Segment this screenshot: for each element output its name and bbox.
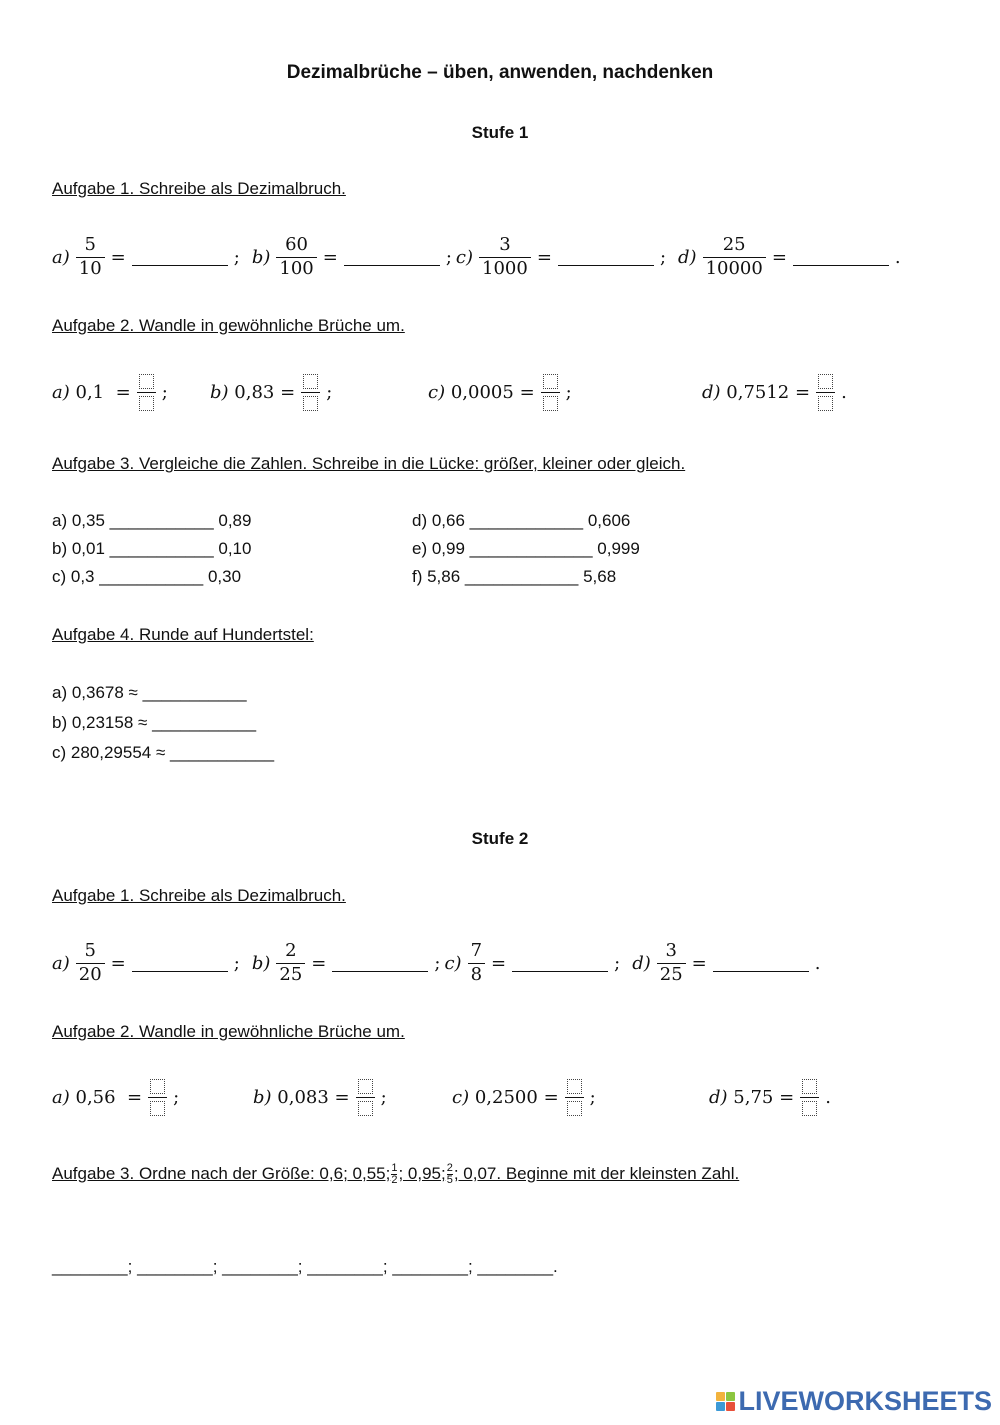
logo-square-yellow: [716, 1392, 725, 1401]
fraction: [276, 942, 305, 985]
s2-task2-item-c: [452, 1078, 596, 1117]
compare-item[interactable]: b) 0,01 ___________ 0,10: [52, 539, 252, 558]
s1-task2-title: Aufgabe 2. Wandle in gewöhnliche Brüche um.: [52, 316, 405, 335]
answer-blank[interactable]: [793, 264, 889, 266]
page-title: Dezimalbrüche – üben, anwenden, nachdenken: [286, 62, 714, 83]
separator: .: [894, 246, 901, 268]
decimal-value: 5,75: [733, 1087, 774, 1108]
decimal-value: 0,7512: [726, 382, 790, 403]
numerator: 2: [285, 940, 297, 961]
decimal-value: 0,0005: [450, 382, 514, 403]
denominator: 25: [657, 963, 686, 985]
s2-task2-item-d: [709, 1078, 831, 1117]
s1-task2-item-c: [428, 373, 572, 412]
s2-task2-item-a: [52, 1078, 179, 1117]
empty-fraction[interactable]: [148, 1078, 167, 1117]
answer-blank[interactable]: [132, 970, 228, 972]
compare-item[interactable]: e) 0,99 _____________ 0,999: [412, 539, 640, 558]
equals-sign: =: [127, 1087, 143, 1108]
s2-task2-item-b: [253, 1078, 387, 1117]
task3-prefix: Aufgabe 3. Ordne nach der Größe: 0,6; 0,55;: [52, 1163, 391, 1183]
empty-fraction[interactable]: [816, 373, 835, 412]
round-item[interactable]: b) 0,23158 ≈ ___________: [52, 713, 257, 732]
compare-item[interactable]: a) 0,35 ___________ 0,89: [52, 511, 252, 530]
task3-suffix: ; 0,07. Beginne mit der kleinsten Zahl.: [453, 1163, 740, 1183]
answer-blank[interactable]: [332, 970, 428, 972]
denominator-box[interactable]: [543, 396, 558, 411]
denominator: 1000: [479, 257, 531, 279]
empty-fraction[interactable]: [800, 1078, 819, 1117]
item-label: b): [251, 246, 271, 268]
logo-square-red: [726, 1402, 735, 1411]
empty-fraction[interactable]: [541, 373, 560, 412]
denominator-box[interactable]: [567, 1101, 582, 1116]
equals-sign: =: [115, 382, 131, 403]
s1-task3-title: Aufgabe 3. Vergleiche die Zahlen. Schreibe in die Lücke: größer, kleiner oder gleich.: [52, 454, 686, 473]
order-answer-line[interactable]: ________; ________; ________; ________; ________; ________.: [52, 1257, 558, 1276]
fraction-half: [391, 1163, 397, 1186]
answer-blank[interactable]: [132, 264, 228, 266]
equals-sign: =: [110, 952, 126, 974]
numerator-box[interactable]: [543, 374, 558, 389]
numerator-box[interactable]: [802, 1079, 817, 1094]
numerator-box[interactable]: [139, 374, 154, 389]
item-label: c): [428, 382, 446, 403]
separator: ;: [434, 952, 441, 974]
separator: .: [825, 1087, 831, 1108]
separator: ;: [614, 952, 621, 974]
equals-sign: =: [543, 1087, 559, 1108]
item-label: c): [444, 952, 462, 974]
equals-sign: =: [779, 1087, 795, 1108]
fraction: [468, 942, 485, 985]
empty-fraction[interactable]: [565, 1078, 584, 1117]
round-item[interactable]: c) 280,29554 ≈ ___________: [52, 743, 275, 762]
numerator-box[interactable]: [818, 374, 833, 389]
numerator: 5: [84, 234, 96, 255]
numerator: 5: [84, 940, 96, 961]
s1-task2-item-b: [210, 373, 332, 412]
equals-sign: =: [771, 246, 787, 268]
stufe1-heading: Stufe 1: [471, 123, 529, 142]
denominator: 100: [276, 257, 316, 279]
answer-blank[interactable]: [558, 264, 654, 266]
fraction: [657, 942, 686, 985]
equals-sign: =: [110, 246, 126, 268]
answer-blank[interactable]: [512, 970, 608, 972]
item-label: c): [455, 246, 474, 268]
denominator: 20: [76, 963, 105, 985]
separator: ;: [233, 952, 240, 974]
item-label: b): [251, 952, 271, 974]
denominator-box[interactable]: [358, 1101, 373, 1116]
s2-task1-title: Aufgabe 1. Schreibe als Dezimalbruch.: [52, 886, 346, 905]
logo-text: LIVEWORKSHEETS: [738, 1386, 992, 1416]
numerator: 2: [446, 1162, 453, 1174]
item-label: a): [52, 1087, 70, 1108]
equals-sign: =: [491, 952, 507, 974]
s2-task3-title: [52, 1163, 739, 1186]
equals-sign: =: [334, 1087, 350, 1108]
item-label: b): [253, 1087, 272, 1108]
decimal-value: 0,083: [277, 1087, 329, 1108]
separator: ;: [161, 382, 168, 403]
s1-task1-title: Aufgabe 1. Schreibe als Dezimalbruch.: [52, 179, 346, 198]
numerator: 60: [285, 234, 309, 255]
empty-fraction[interactable]: [137, 373, 156, 412]
compare-item[interactable]: f) 5,86 ____________ 5,68: [412, 567, 617, 586]
denominator-box[interactable]: [139, 396, 154, 411]
s1-task2-item-d: [702, 373, 847, 412]
equals-sign: =: [691, 952, 707, 974]
equals-sign: =: [795, 382, 811, 403]
separator: .: [814, 952, 821, 974]
equals-sign: =: [322, 246, 338, 268]
answer-blank[interactable]: [713, 970, 809, 972]
stufe2-heading: Stufe 2: [471, 829, 529, 848]
denominator-box[interactable]: [802, 1101, 817, 1116]
fraction-two-fifths: [447, 1163, 453, 1186]
logo-icon: [716, 1392, 735, 1411]
compare-item[interactable]: c) 0,3 ___________ 0,30: [52, 567, 242, 586]
empty-fraction[interactable]: [301, 373, 320, 412]
numerator-box[interactable]: [303, 374, 318, 389]
equals-sign: =: [280, 382, 296, 403]
logo-square-green: [726, 1392, 735, 1401]
equals-sign: =: [311, 952, 327, 974]
compare-item[interactable]: d) 0,66 ____________ 0,606: [412, 511, 631, 530]
logo-square-blue: [716, 1402, 725, 1411]
fraction: [76, 236, 105, 279]
separator: ;: [233, 246, 240, 268]
equals-sign: =: [536, 246, 552, 268]
item-label: a): [52, 952, 70, 974]
denominator: 25: [276, 963, 305, 985]
separator: ;: [659, 246, 667, 268]
denominator-box[interactable]: [303, 396, 318, 411]
item-label: b): [210, 382, 229, 403]
numerator: 3: [499, 234, 511, 255]
numerator-box[interactable]: [358, 1079, 373, 1094]
decimal-value: 0,2500: [474, 1087, 538, 1108]
item-label: d): [709, 1087, 728, 1108]
separator: ;: [326, 382, 333, 403]
item-label: d): [678, 246, 697, 268]
s1-task2-item-a: [52, 373, 168, 412]
denominator: 10: [76, 257, 105, 279]
denominator: 10000: [703, 257, 766, 279]
liveworksheets-logo: [716, 1386, 992, 1417]
denominator-box[interactable]: [818, 396, 833, 411]
fraction: [703, 236, 766, 279]
separator: .: [841, 382, 847, 403]
fraction: [479, 236, 531, 279]
numerator: 3: [665, 940, 677, 961]
decimal-value: 0,1: [75, 382, 105, 403]
equals-sign: =: [519, 382, 535, 403]
s2-task2-title: Aufgabe 2. Wandle in gewöhnliche Brüche um.: [52, 1022, 405, 1041]
separator: ;: [380, 1087, 387, 1108]
item-label: d): [632, 952, 651, 974]
numerator: 25: [722, 234, 746, 255]
denominator: 2: [391, 1174, 398, 1186]
fraction: [276, 236, 316, 279]
numerator-box[interactable]: [150, 1079, 165, 1094]
s1-task1-row: [52, 236, 901, 279]
answer-blank[interactable]: [344, 264, 440, 266]
s2-task1-row: [52, 942, 820, 985]
decimal-value: 0,56: [75, 1087, 116, 1108]
separator: ;: [565, 382, 572, 403]
s1-task4-title: Aufgabe 4. Runde auf Hundertstel:: [52, 625, 314, 644]
separator: ;: [173, 1087, 180, 1108]
item-label: d): [702, 382, 721, 403]
task3-mid: ; 0,95;: [398, 1163, 446, 1183]
round-item[interactable]: a) 0,3678 ≈ ___________: [52, 683, 247, 702]
item-label: a): [52, 382, 70, 403]
numerator-box[interactable]: [567, 1079, 582, 1094]
item-label: a): [52, 246, 70, 268]
denominator: 8: [468, 963, 485, 985]
numerator: 7: [470, 940, 483, 961]
item-label: c): [452, 1087, 470, 1108]
decimal-value: 0,83: [234, 382, 275, 403]
denominator-box[interactable]: [150, 1101, 165, 1116]
empty-fraction[interactable]: [356, 1078, 375, 1117]
denominator: 5: [446, 1174, 453, 1186]
separator: ;: [445, 246, 452, 268]
separator: ;: [589, 1087, 596, 1108]
fraction: [76, 942, 105, 985]
numerator: 1: [391, 1162, 398, 1174]
